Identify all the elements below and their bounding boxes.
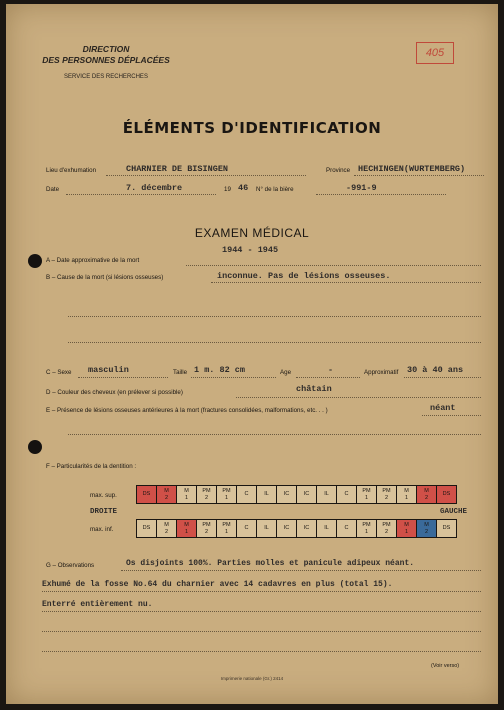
year-prefix: 19 (224, 186, 231, 193)
tooth-type: PM (382, 487, 391, 494)
tooth-number: 1 (364, 494, 369, 501)
tooth-number: 2 (424, 494, 429, 501)
dotted-line (191, 377, 276, 378)
tooth-number: 2 (164, 494, 169, 501)
dotted-line (68, 316, 481, 317)
biere-value: -991-9 (346, 183, 377, 193)
tooth-cell (177, 520, 197, 537)
dotted-line (354, 175, 484, 176)
province-label: Province (326, 167, 351, 174)
page-title: ÉLÉMENTS D'IDENTIFICATION (122, 119, 382, 137)
dotted-line (211, 282, 481, 283)
dotted-line (42, 651, 481, 652)
header-service: SERVICE DES RECHERCHES (64, 74, 148, 80)
field-g-line1: Os disjoints 100%. Parties molles et panicule adipeux néant. (126, 559, 415, 568)
field-e-label: E – Présence de lésions osseuses antérieures à la mort (fractures consolidées, malformations, etc. . . ) (46, 407, 328, 414)
date-value: 7. décembre (126, 183, 183, 193)
tooth-number: 1 (184, 528, 189, 535)
header-direction: DIRECTION (82, 44, 130, 54)
dent-sup-label: max. sup. (90, 492, 117, 499)
tooth-cell (417, 520, 437, 537)
field-c-sexe-value: masculin (88, 365, 129, 375)
tooth-cell (157, 520, 177, 537)
voir-verso: (Voir verso) (431, 663, 460, 669)
dotted-line (68, 342, 481, 343)
tooth-cell (197, 520, 217, 537)
tooth-number: 1 (224, 528, 229, 535)
tooth-type: M (404, 521, 409, 528)
dotted-line (68, 434, 481, 435)
tooth-type: IC (283, 525, 290, 531)
dotted-line (121, 570, 481, 571)
tooth-cell (277, 486, 297, 503)
field-f-label: F – Particularités de la dentition : (46, 463, 137, 470)
field-a-value: 1944 - 1945 (222, 245, 279, 255)
tooth-type: M (404, 487, 409, 494)
tooth-type: M (164, 487, 169, 494)
tooth-type: PM (202, 521, 211, 528)
tooth-cell (237, 520, 257, 537)
tooth-cell (377, 486, 397, 503)
tooth-cell (157, 486, 177, 503)
punch-hole (28, 440, 42, 454)
year-value: 46 (238, 183, 249, 193)
tooth-type: IL (324, 525, 329, 531)
tooth-cell (417, 486, 437, 503)
field-g-line3: Enterré entièrement nu. (42, 600, 153, 609)
tooth-number: 2 (204, 528, 209, 535)
tooth-cell (317, 486, 337, 503)
tooth-type: PM (362, 487, 371, 494)
tooth-type: C (344, 491, 349, 497)
tooth-type: PM (382, 521, 391, 528)
tooth-type: PM (362, 521, 371, 528)
printer-footer: Imprimerie nationale (Gr.) 2414 (220, 676, 284, 681)
tooth-cell (217, 486, 237, 503)
dotted-line (186, 265, 481, 266)
tooth-type: M (184, 521, 189, 528)
dotted-line (42, 611, 481, 612)
tooth-type: PM (222, 487, 231, 494)
dotted-line (78, 377, 168, 378)
field-d-label: D – Couleur des cheveux (en prélever si possible) (46, 389, 183, 396)
tooth-type: C (344, 525, 349, 531)
biere-label: N° de la bière (256, 186, 294, 193)
tooth-cell (377, 520, 397, 537)
tooth-type: DS (442, 525, 451, 531)
tooth-number: 2 (204, 494, 209, 501)
tooth-type: DS (442, 491, 451, 497)
tooth-type: M (424, 521, 429, 528)
field-c-age-value: - (328, 365, 334, 375)
dotted-line (236, 397, 481, 398)
tooth-type: M (164, 521, 169, 528)
tooth-cell (237, 486, 257, 503)
stamp-number: 405 (416, 42, 454, 64)
tooth-cell (397, 486, 417, 503)
tooth-type: C (244, 525, 249, 531)
dotted-line (106, 175, 306, 176)
teeth-row-lower (136, 519, 457, 538)
field-b-label: B – Cause de la mort (si lésions osseuses) (46, 274, 164, 281)
field-c-taille-value: 1 m. 82 cm (194, 365, 246, 375)
dotted-line (404, 377, 481, 378)
header-personnes: DES PERSONNES DÉPLACÉES (42, 55, 170, 65)
tooth-cell (277, 520, 297, 537)
tooth-type: DS (142, 491, 151, 497)
tooth-type: PM (202, 487, 211, 494)
tooth-cell (397, 520, 417, 537)
field-c-age-label: Age (280, 369, 292, 376)
tooth-type: DS (142, 525, 151, 531)
tooth-number: 2 (384, 528, 389, 535)
tooth-number: 1 (404, 528, 409, 535)
field-a-label: A – Date approximative de la mort (46, 257, 140, 264)
field-g-line2: Exhumé de la fosse No.64 du charnier avec 14 cadavres en plus (total 15). (42, 580, 393, 589)
dotted-line (42, 591, 481, 592)
province-value: HECHINGEN(WURTEMBERG) (358, 164, 466, 174)
tooth-type: IC (303, 491, 310, 497)
field-c-sexe-label: C – Sexe (46, 369, 72, 376)
tooth-cell (317, 520, 337, 537)
droite-label: DROITE (90, 508, 118, 516)
tooth-type: PM (222, 521, 231, 528)
lieu-label: Lieu d'exhumation (46, 167, 97, 174)
field-c-taille-label: Taille (173, 369, 188, 376)
tooth-cell (217, 520, 237, 537)
tooth-number: 2 (384, 494, 389, 501)
teeth-row-upper (136, 485, 457, 504)
tooth-number: 2 (424, 528, 429, 535)
tooth-type: M (424, 487, 429, 494)
tooth-cell (337, 520, 357, 537)
document-sheet (6, 4, 498, 704)
tooth-type: C (244, 491, 249, 497)
tooth-cell (437, 520, 456, 537)
tooth-cell (257, 520, 277, 537)
dotted-line (422, 415, 481, 416)
dotted-line (42, 631, 481, 632)
lieu-value: CHARNIER DE BISINGEN (126, 164, 229, 174)
punch-hole (28, 254, 42, 268)
tooth-cell (137, 520, 157, 537)
tooth-type: IL (264, 525, 269, 531)
field-g-label: G – Observations (46, 562, 95, 569)
tooth-cell (357, 520, 377, 537)
tooth-cell (257, 486, 277, 503)
tooth-type: IC (303, 525, 310, 531)
tooth-number: 1 (404, 494, 409, 501)
tooth-type: IL (264, 491, 269, 497)
tooth-cell (337, 486, 357, 503)
tooth-type: IL (324, 491, 329, 497)
tooth-cell (137, 486, 157, 503)
gauche-label: GAUCHE (440, 508, 468, 516)
dotted-line (316, 194, 446, 195)
field-c-approx-value: 30 à 40 ans (407, 365, 464, 375)
field-b-value: inconnue. Pas de lésions osseuses. (217, 271, 391, 281)
exam-title: EXAMEN MÉDICAL (194, 226, 310, 240)
tooth-cell (297, 520, 317, 537)
tooth-number: 2 (164, 528, 169, 535)
tooth-number: 1 (224, 494, 229, 501)
field-d-value: châtain (296, 384, 332, 394)
tooth-cell (197, 486, 217, 503)
tooth-cell (437, 486, 456, 503)
tooth-cell (297, 486, 317, 503)
tooth-type: IC (283, 491, 290, 497)
tooth-number: 1 (184, 494, 189, 501)
date-label: Date (46, 186, 60, 193)
tooth-number: 1 (364, 528, 369, 535)
tooth-cell (357, 486, 377, 503)
field-e-value: néant (430, 403, 456, 413)
field-c-approx-label: Approximatif (364, 369, 399, 376)
tooth-cell (177, 486, 197, 503)
dent-inf-label: max. inf. (90, 526, 114, 533)
dotted-line (66, 194, 216, 195)
tooth-type: M (184, 487, 189, 494)
dotted-line (296, 377, 360, 378)
